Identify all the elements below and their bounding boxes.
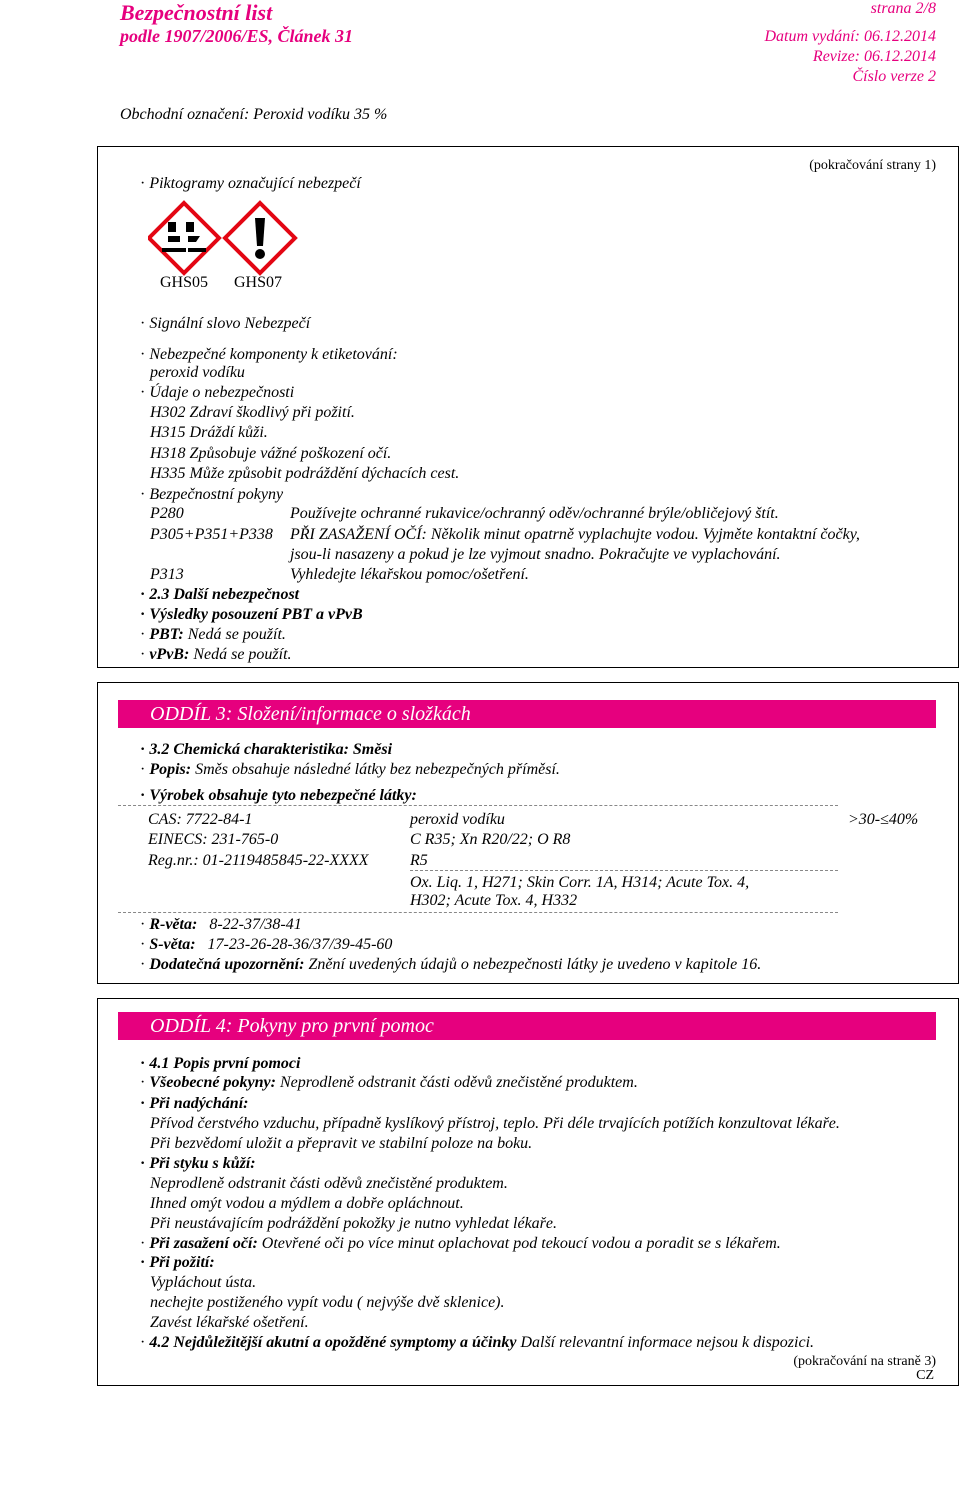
other-hazards-heading: · 2.3 Další nebezpečnost	[140, 586, 300, 603]
ghs07-exclamation-icon	[225, 203, 295, 273]
section3-title: ODDÍL 3: Složení/informace o složkách	[118, 700, 936, 728]
pbt-heading: · Výsledky posouzení PBT a vPvB	[140, 606, 363, 623]
einecs-number: EINECS: 231-765-0	[148, 831, 279, 848]
classification-clp: Ox. Liq. 1, H271; Skin Corr. 1A, H314; Acute Tox. 4,	[410, 874, 750, 891]
inhalation-text-2: Při bezvědomí uložit a přepravit ve stabilní poloze na boku.	[150, 1135, 533, 1152]
eye-row: · Při zasažení očí: Otevřené oči po více minut oplachovat pod tekoucí vodou a poradit se s lékařem.	[140, 1235, 781, 1252]
cas-number: CAS: 7722-84-1	[148, 811, 253, 828]
ingestion-text-2: nechejte postiženého vypít vodu ( nejvýše dvě sklenice).	[150, 1294, 505, 1311]
signal-word: · Signální slovo Nebezpečí	[140, 315, 311, 332]
table-bottom-divider	[118, 912, 838, 913]
substance-name: peroxid vodíku	[410, 811, 505, 828]
description-row: · Popis: Směs obsahuje následné látky bez nebezpečných příměsí.	[140, 761, 560, 778]
mixtures-heading: · 3.2 Chemická charakteristika: Směsi	[140, 741, 393, 758]
table-top-divider	[118, 805, 838, 806]
ghs05-corrosive-icon	[149, 203, 219, 273]
skin-text-3: Při neustávajícím podráždění pokožky je nutno vyhledat lékaře.	[150, 1215, 558, 1232]
h318: H318 Způsobuje vážné poškození očí.	[150, 445, 392, 462]
language-code: CZ	[916, 1368, 934, 1383]
h315: H315 Dráždí kůži.	[150, 424, 268, 441]
ingestion-text-1: Vypláchout ústa.	[150, 1274, 257, 1291]
h302: H302 Zdraví škodlivý při požití.	[150, 404, 355, 421]
ingestion-label: · Při požití:	[140, 1254, 215, 1271]
issue-date: Datum vydání: 06.12.2014	[764, 28, 936, 45]
symptoms-row: · 4.2 Nejdůležitější akutní a opožděné symptomy a účinky Další relevantní informace nejsou k dispozici.	[140, 1334, 815, 1351]
section4-title: ODDÍL 4: Pokyny pro první pomoc	[118, 1012, 936, 1040]
concentration: >30-≤40%	[848, 811, 919, 828]
inhalation-text-1: Přívod čerstvého vzduchu, případně kyslíkový přístroj, teplo. Při déle trvajících potížích konzultovat lékaře.	[150, 1115, 840, 1132]
continued-to-label: (pokračování na straně 3)	[793, 1354, 936, 1369]
p280-text: Používejte ochranné rukavice/ochranný oděv/ochranné brýle/obličejový štít.	[290, 505, 779, 522]
p305-code: P305+P351+P338	[150, 526, 273, 543]
ghs05-label: GHS05	[160, 274, 209, 291]
document-title: Bezpečnostní list	[120, 0, 273, 25]
components-label: · Nebezpečné komponenty k etiketování:	[140, 346, 398, 363]
classification-r5: R5	[410, 852, 428, 869]
classification-dsd: C R35; Xn R20/22; O R8	[410, 831, 571, 848]
general-row: · Všeobecné pokyny: Neprodleně odstranit části oděvů znečistěné produktem.	[140, 1074, 638, 1091]
p280-code: P280	[150, 505, 184, 522]
p305-text-cont: jsou-li nasazeny a pokud je lze vyjmout snadno. Pokračujte ve vyplachování.	[290, 546, 781, 563]
p313-text: Vyhledejte lékařskou pomoc/ošetření.	[290, 566, 529, 583]
components-value: peroxid vodíku	[150, 364, 245, 381]
first-aid-heading: · 4.1 Popis první pomoci	[140, 1055, 301, 1072]
reg-number: Reg.nr.: 01-2119485845-22-XXXX	[148, 852, 369, 869]
vpvb-row: · vPvB: Nedá se použít.	[140, 646, 292, 663]
ingestion-text-3: Zavést lékařské ošetření.	[150, 1314, 309, 1331]
p313-code: P313	[150, 566, 184, 583]
classification-divider	[410, 870, 838, 871]
hazard-statements-label: · Údaje o nebezpečnosti	[140, 384, 295, 401]
skin-text-1: Neprodleně odstranit části oděvů znečistěné produktem.	[150, 1175, 508, 1192]
inhalation-label: · Při nadýchání:	[140, 1095, 249, 1112]
ghs-pictograms	[148, 200, 298, 276]
document-subtitle: podle 1907/2006/ES, Článek 31	[120, 26, 354, 46]
revision-date: Revize: 06.12.2014	[812, 48, 936, 65]
ghs07-label: GHS07	[234, 274, 283, 291]
skin-text-2: Ihned omýt vodou a mýdlem a dobře opláchnout.	[150, 1195, 464, 1212]
product-contains-label: · Výrobek obsahuje tyto nebezpečné látky:	[140, 787, 417, 804]
skin-label: · Při styku s kůží:	[140, 1155, 256, 1172]
additional-info-row: · Dodatečná upozornění: Znění uvedených údajů o nebezpečnosti látky je uvedeno v kapitole 16.	[140, 956, 762, 973]
version-number: Číslo verze 2	[852, 68, 936, 85]
r-phrases-row: · R-věta: 8-22-37/38-41	[140, 916, 302, 933]
h335: H335 Může způsobit podráždění dýchacích cest.	[150, 465, 460, 482]
s-phrases-row: · S-věta: 17-23-26-28-36/37/39-45-60	[140, 936, 393, 953]
precaution-label: · Bezpečnostní pokyny	[140, 486, 284, 503]
p305-text: PŘI ZASAŽENÍ OČÍ: Několik minut opatrně vyplachujte vodou. Vyjměte kontaktní čočky,	[290, 526, 860, 543]
pbt-row: · PBT: Nedá se použít.	[140, 626, 286, 643]
pictograms-label: · Piktogramy označující nebezpečí	[140, 175, 361, 192]
trade-name: Obchodní označení: Peroxid vodíku 35 %	[120, 106, 388, 123]
classification-clp-cont: H302; Acute Tox. 4, H332	[410, 892, 578, 909]
page-number: strana 2/8	[870, 0, 936, 17]
continued-from-label: (pokračování strany 1)	[809, 158, 936, 173]
